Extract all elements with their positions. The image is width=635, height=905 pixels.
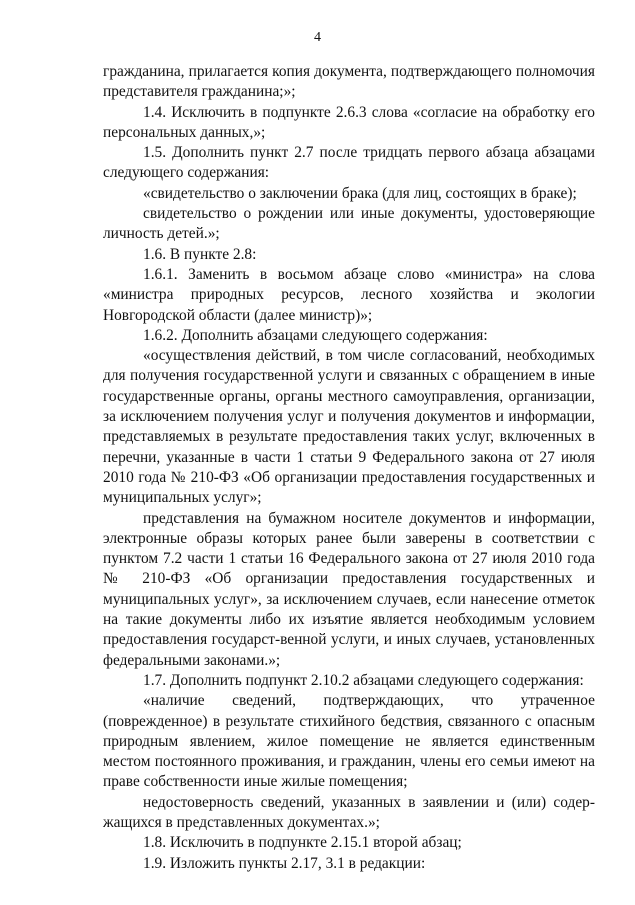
page-number: 4 bbox=[314, 30, 321, 45]
paragraph-item-1-6: 1.6. В пункте 2.8: bbox=[143, 245, 257, 263]
paragraph-item-1-6-2: 1.6.2. Дополнить абзацами следующего содержания: bbox=[143, 326, 488, 344]
paragraph-item-1-8: 1.8. Исключить в подпункте 2.15.1 второй абзац; bbox=[143, 834, 462, 852]
paragraph-item-1-6-1: 1.6.1. Заменить в восьмом абзаце слово «министра» на слова «министра природных ресурсов, лесного хозяйства и экологии Новгородской области (далее министр)»; bbox=[103, 265, 595, 324]
paragraph-item-1-9: 1.9. Изложить пункты 2.17, 3.1 в редакции: bbox=[143, 854, 426, 872]
document-body bbox=[103, 62, 595, 874]
paragraph-quote-information: «наличие сведений, подтверждающих, что утраченное (поврежденное) в результате стихийного бедствия, связанного с опасным природным явлением, жилое помещение не является единственным местом постоянного проживания, и гражданин, члены его семьи имеют на праве собственности иные жилые помещения; bbox=[103, 692, 595, 791]
paragraph-quote-birth-certificate: свидетельство о рождении или иные документы, удостоверяющие личность детей.»; bbox=[103, 205, 595, 243]
paragraph-item-1-4: 1.4. Исключить в подпункте 2.6.3 слова «согласие на обработку его персональных данных,»; bbox=[103, 103, 595, 141]
paragraph-quote-marriage-certificate: «свидетельство о заключении брака (для лиц, состоящих в браке); bbox=[143, 184, 577, 202]
paragraph-quote-unreliability: недостоверность сведений, указанных в заявлении и (или) содер-жащихся в представленных документах.»; bbox=[103, 793, 595, 831]
paragraph-item-1-5: 1.5. Дополнить пункт 2.7 после тридцать первого абзаца абзацами следующего содержания: bbox=[103, 144, 595, 182]
paragraph-quote-actions: «осуществления действий, в том числе согласований, необходимых для получения государственной услуги и связанных с обращением в иные государственные органы, органы местного самоуправления, организации, за исключением получения услуг и получения документов и информации, представляемых в результате предоставления таких услуг, включенных в перечни, указанные в части 1 статьи 9 Федерального закона от 27 июля 2010 года № 210-ФЗ «Об организации предоставления государственных и муниципальных услуг»; bbox=[103, 347, 595, 507]
paragraph-item-1-7: 1.7. Дополнить подпункт 2.10.2 абзацами следующего содержания: bbox=[143, 671, 584, 689]
paragraph-continuation: гражданина, прилагается копия документа, подтверждающего полномочия представителя гражданина;»; bbox=[103, 63, 595, 101]
paragraph-quote-paper-documents: представления на бумажном носителе документов и информации, электронные образы которых ранее были заверены в соответствии с пунктом 7.2 части 1 статьи 16 Федерального закона от 27 июля 2010 года № 210-ФЗ «Об организации предоставления государственных и муниципальных услуг», за исключением случаев, если нанесение отметок на такие документы либо их изъятие является необходимым условием предоставления государст-венной услуги, и иных случаев, установленных федеральными законами.»; bbox=[103, 509, 595, 669]
